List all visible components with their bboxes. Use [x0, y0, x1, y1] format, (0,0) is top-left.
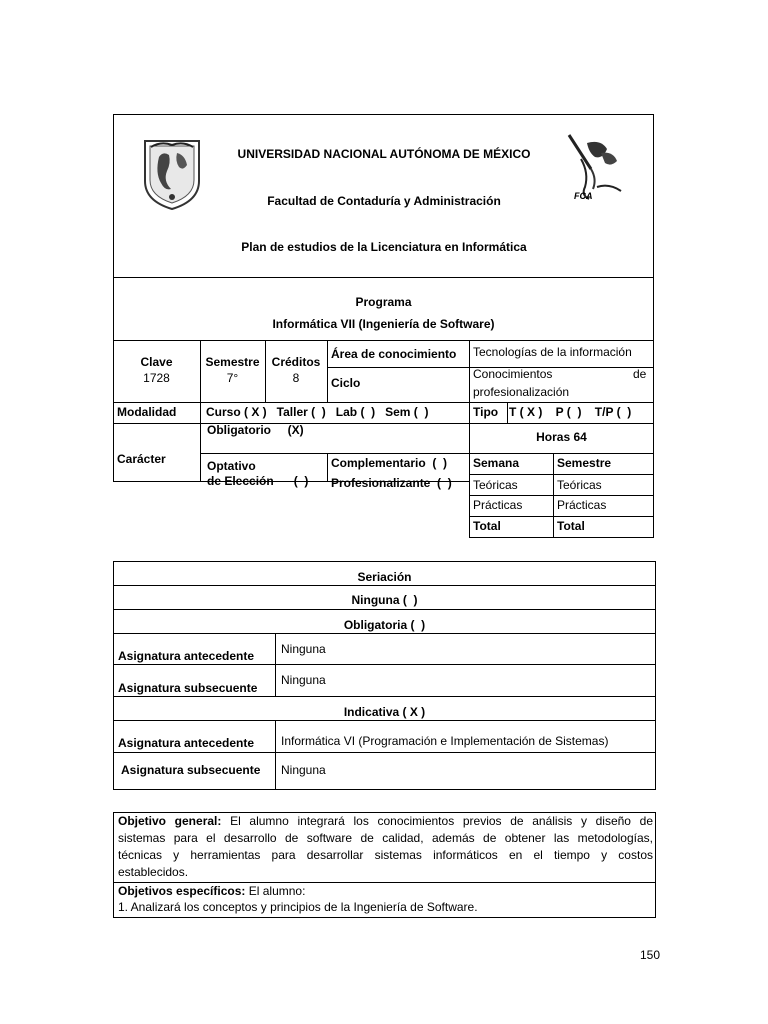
seriacion-title: Seriación [357, 570, 412, 584]
semana-header: Semana [473, 456, 520, 470]
semestre-label: Semestre [205, 355, 260, 369]
objetivo-general-label: Objetivo general: [118, 814, 222, 828]
program-box [113, 278, 654, 341]
objetivo-general-line3: técnicas y herramientas para desarrollar sistemas informáticos en el tiempo y costos [118, 848, 653, 862]
objetivo-general-line4: establecidos. [118, 865, 189, 879]
complementario: Complementario ( ) [331, 456, 448, 470]
seriacion-ninguna: Ninguna ( ) [351, 593, 418, 607]
teoricas-semana: Teóricas [473, 478, 518, 492]
semestre-value: 7° [226, 371, 239, 385]
fca-logo-text: FCA [574, 191, 593, 201]
obligatorio: Obligatorio (X) [207, 423, 304, 437]
practicas-semestre: Prácticas [557, 498, 607, 512]
objetivo-general-text-1: El alumno integrará los conocimientos previos de análisis y diseño de [230, 814, 653, 828]
faculty-title: Facultad de Contaduría y Administración [267, 194, 501, 208]
ciclo-value-1: Conocimientos [473, 367, 553, 381]
ob-subsecuente-value: Ninguna [281, 673, 326, 687]
modalidad-label: Modalidad [117, 405, 177, 419]
info-grid [113, 341, 654, 537]
tipo-label: Tipo [473, 405, 499, 419]
objetivos-especificos-label: Objetivos específicos: [118, 884, 246, 898]
profesionalizante: Profesionalizante ( ) [331, 476, 452, 490]
ob-antecedente-value: Ninguna [281, 642, 326, 656]
seriacion-indicativa: Indicativa ( X ) [343, 705, 426, 719]
objetivos-box [113, 812, 656, 918]
tipo-value: T ( X ) P ( ) T/P ( ) [509, 405, 632, 419]
ob-antecedente-label: Asignatura antecedente [118, 649, 255, 663]
page-number: 150 [640, 948, 661, 962]
optativo: Optativo [207, 459, 256, 473]
creditos-label: Créditos [271, 355, 321, 369]
practicas-semana: Prácticas [473, 498, 523, 512]
ciclo-value-1b: de [633, 367, 647, 381]
objetivos-especificos [118, 883, 305, 900]
ob-subsecuente-label: Asignatura subsecuente [118, 681, 258, 695]
program-label: Programa [355, 295, 412, 309]
objetivo-especifico-1: 1. Analizará los conceptos y principios de la Ingeniería de Software. [118, 900, 478, 914]
ind-subsecuente-label: Asignatura subsecuente [121, 763, 261, 777]
header-box [113, 114, 654, 278]
ind-subsecuente-value: Ninguna [281, 763, 326, 777]
ciclo-value-2: profesionalización [473, 385, 570, 399]
clave-label: Clave [140, 355, 173, 369]
modalidad-value: Curso ( X ) Taller ( ) Lab ( ) Sem ( ) [206, 405, 429, 419]
total-semestre: Total [557, 519, 585, 533]
eleccion: de Elección ( ) [207, 474, 309, 488]
seriacion-table [113, 561, 656, 790]
horas: Horas 64 [536, 430, 587, 444]
semestre-header: Semestre [557, 456, 612, 470]
ind-antecedente-label: Asignatura antecedente [118, 736, 255, 750]
ciclo-label: Ciclo [331, 376, 361, 390]
objetivo-general-line2: sistemas para el desarrollo de software de calidad, además de obtener las metodologías, [118, 831, 653, 845]
seriacion-obligatoria: Obligatoria ( ) [343, 618, 426, 632]
objetivos-especificos-intro: El alumno: [248, 884, 306, 898]
clave-value: 1728 [143, 371, 170, 385]
program-name: Informática VII (Ingeniería de Software) [272, 317, 495, 331]
objetivo-general-line1 [118, 813, 653, 830]
area-value: Tecnologías de la información [473, 345, 632, 359]
university-title: UNIVERSIDAD NACIONAL AUTÓNOMA DE MÉXICO [237, 147, 531, 161]
plan-title: Plan de estudios de la Licenciatura en Informática [241, 240, 527, 254]
teoricas-semestre: Teóricas [557, 478, 602, 492]
ind-antecedente-value: Informática VI (Programación e Implementación de Sistemas) [281, 734, 609, 748]
area-label: Área de conocimiento [331, 347, 457, 361]
creditos-value: 8 [292, 371, 300, 385]
caracter-label: Carácter [117, 452, 166, 466]
total-semana: Total [473, 519, 501, 533]
